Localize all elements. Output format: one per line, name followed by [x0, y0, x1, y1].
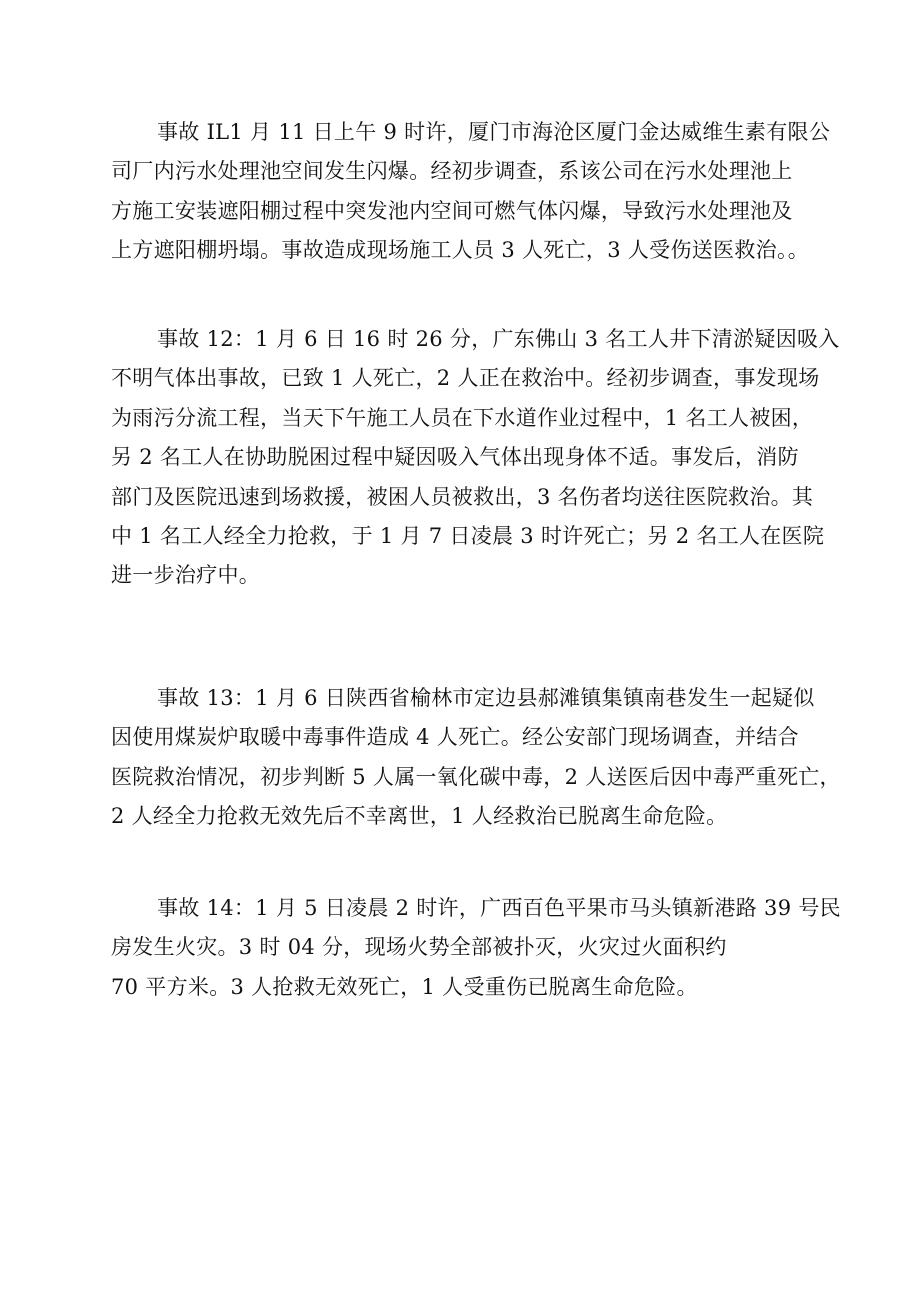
accident-paragraph-11: [111, 113, 831, 271]
paragraph-line: 事故 12：1 月 6 日 16 时 26 分，广东佛山 3 名工人井下清淤疑因吸入: [157, 327, 840, 351]
paragraph-line: 上方遮阳棚坍塌。事故造成现场施工人员 3 人死亡，3 人受伤送医救治。。: [111, 238, 810, 263]
paragraph-line: 另 2 名工人在协助脱困过程中疑因吸入气体出现身体不适。事发后，消防: [111, 445, 799, 470]
paragraph-line: 不明气体出事故，已致 1 人死亡，2 人正在救治中。经初步调查，事发现场: [111, 366, 820, 391]
paragraph-line: 房发生火灾。3 时 04 分，现场火势全部被扑灭，火灾过火面积约: [111, 935, 727, 960]
accident-paragraph-12: [111, 320, 840, 596]
paragraph-line: 70 平方米。3 人抢救无效死亡，1 人受重伤已脱离生命危险。: [111, 974, 698, 999]
paragraph-line: 因使用煤炭炉取暖中毒事件造成 4 人死亡。经公安部门现场调查，并结合: [111, 725, 799, 750]
paragraph-line: 事故 13：1 月 6 日陕西省榆林市定边县郝滩镇集镇南巷发生一起疑似: [157, 686, 815, 710]
paragraph-line: 事故 14：1 月 5 日凌晨 2 时许，广西百色平果市马头镇新港路 39 号民: [157, 896, 841, 920]
paragraph-line: 事故 IL1 月 11 日上午 9 时许，厦门市海沧区厦门金达威维生素有限公: [157, 120, 831, 144]
paragraph-line: 进一步治疗中。: [111, 563, 261, 588]
paragraph-line: 2 人经全力抢救无效先后不幸离世，1 人经救治已脱离生命危险。: [111, 804, 728, 829]
accident-paragraph-14: [111, 889, 841, 1007]
paragraph-line: 部门及医院迅速到场救援，被困人员被救出，3 名伤者均送往医院救治。其: [111, 484, 814, 509]
paragraph-line: 方施工安装遮阳棚过程中突发池内空间可燃气体闪爆，导致污水处理池及: [111, 198, 793, 223]
paragraph-line: 司厂内污水处理池空间发生闪爆。经初步调查，系该公司在污水处理池上: [111, 159, 793, 184]
accident-paragraph-13: [111, 679, 841, 837]
paragraph-line: 为雨污分流工程，当天下午施工人员在下水道作业过程中，1 名工人被困，: [111, 405, 814, 430]
paragraph-line: 中 1 名工人经全力抢救，于 1 月 7 日凌晨 3 时许死亡；另 2 名工人在医院: [111, 524, 825, 549]
paragraph-line: 医院救治情况，初步判断 5 人属一氧化碳中毒，2 人送医后因中毒严重死亡，: [111, 764, 841, 789]
